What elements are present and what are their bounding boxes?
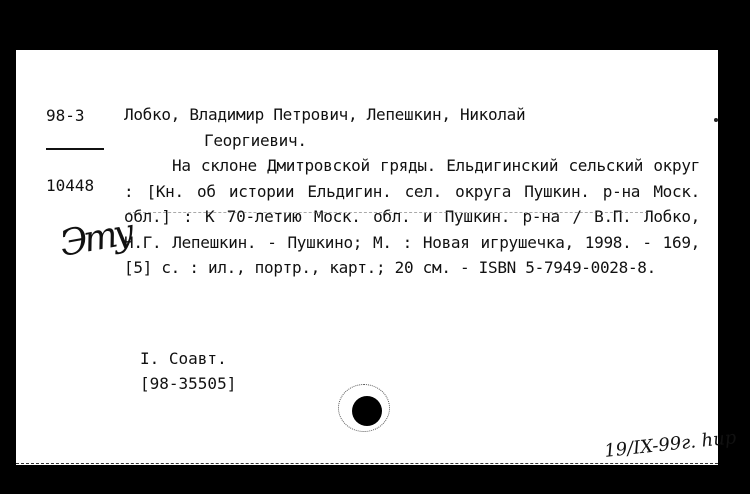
handwritten-mark: Эту — [56, 212, 134, 265]
author-heading-line2: Георгиевич. — [204, 130, 307, 150]
catalog-card — [16, 50, 738, 465]
faint-dashed-line — [128, 212, 648, 213]
handwritten-date: 19/IX-99г. hup — [603, 427, 738, 462]
author-heading — [124, 102, 700, 153]
inventory-number: 10448 — [46, 176, 95, 195]
description-body: На склоне Дмитровской гряды. Ельдигинский сельский округ : [Кн. об истории Ельдигин. сел. округа Пушкин. р-на Моск. обл.] : К 70-летию Моск. обл. и Пушкин. р-на / В.П. Лобко, Н.Г. Лепешкин. - Пушкино; М. : Новая игрушечка, 1998. - 169, [5] с. : ил., портр., карт.; 20 см. - ISBN 5-7949-0028-8. — [124, 156, 700, 277]
record-number: [98-35505] — [140, 374, 237, 393]
bibliographic-entry — [124, 102, 700, 281]
classification-code: 98-3 — [46, 106, 85, 125]
author-heading-line1: Лобко, Владимир Петрович, Лепешкин, Николай — [124, 105, 526, 124]
card-notes — [140, 346, 236, 396]
bottom-dashed-line — [16, 463, 718, 464]
ink-speck — [714, 118, 718, 122]
punched-hole-stamp — [352, 396, 382, 426]
code-underline — [46, 148, 104, 150]
tracing-entry: I. Соавт. — [140, 349, 227, 368]
